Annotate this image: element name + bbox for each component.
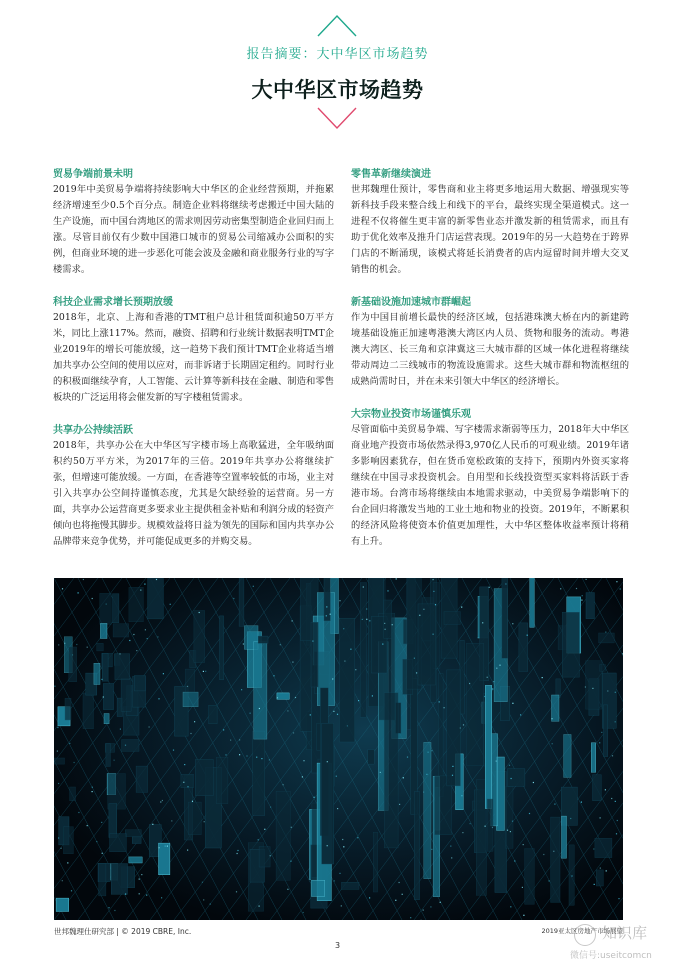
- section-body: 2019年中美贸易争端将持续影响大中华区的企业经营预期，并拖累经济增速至少0.5个百分点。制造企业料将继续考虑搬迁中国大陆的生产设施，而中国台湾地区的需求则因劳动密集型制造企业回归而上涨。尽管目前仅有少数中国港口城市的贸易公司缩减办公面积的实例，但商业环境的进一步恶化可能会波及金融和商业服务行业的写字楼需求。: [53, 184, 334, 275]
- section-heading: 贸易争端前景未明: [53, 169, 133, 180]
- section-heading: 新基础设施加速城市群崛起: [351, 297, 471, 308]
- watermark-logo-icon: [574, 924, 596, 946]
- left-column: [53, 165, 334, 565]
- section-body: 2018年，共享办公在大中华区写字楼市场上高歌猛进，全年吸纳面积约50万平方米，为2017年的三倍。2019年共享办公将继续扩张，但增速可能放缓。一方面，在香港等空置率较低的市场，业主对引入共享办公空间持谨慎态度，尤其是欠缺经验的运营商。另一方面，共享办公运营商更多要求业主提供租金补贴和利润分成的轻资产倾向也将拖慢其脚步。规模效益将日益为领先的国际和国内共享办公品牌带来竞争优势，并可能促成更多的并购交易。: [53, 440, 334, 547]
- section-tech-demand: [53, 293, 334, 406]
- section-heading: 共享办公持续活跃: [53, 425, 133, 436]
- section-body: 作为中国目前增长最快的经济区域，包括港珠澳大桥在内的新建跨境基础设施正加速粤港澳大湾区内人员、货物和服务的流动。粤港澳大湾区、长三角和京津冀这三大城市群的区域一体化进程将继续带动周边二三线城市的物流设施需求。这些大城市群和物流枢纽的成熟尚需时日，并在未来引领大中华区的经济增长。: [351, 312, 629, 387]
- section-heading: 大宗物业投资市场谨慎乐观: [351, 409, 471, 420]
- section-body: 世邦魏理仕预计，零售商和业主将更多地运用大数据、增强现实等新科技手段来整合线上和线下的平台，最终实现全渠道模式。这一进程不仅将催生更丰富的新零售业态并激发新的租赁需求，而且有助于优化效率及推升门店运营表现。2019年的另一大趋势在于跨界门店的不断涌现，该模式将延长消费者的店内逗留时间并增大交叉销售的机会。: [351, 184, 629, 275]
- footer-source: 世邦魏理仕研究部 | © 2019 CBRE, Inc.: [54, 927, 192, 936]
- watermark-text: 知识库: [602, 924, 648, 942]
- section-heading: 零售革新继续演进: [351, 169, 431, 180]
- page-title: 大中华区市场趋势: [251, 78, 424, 102]
- section-body: 尽管面临中美贸易争端、写字楼需求渐弱等压力，2018年大中华区商业地产投资市场依然录得3,970亿人民币的可观业绩。2019年诸多影响因素犹存，但在货币宽松政策的支持下，预期内外资买家将继续在中国寻求投资机会。自用型和长线投资型买家料将活跃于香港市场。台湾市场将继续由本地需求驱动，中美贸易争端影响下的台企回归将激发当地的工业土地和物业的投资。2019年，不断累积的经济风险将使资本价值更加理性，大中华区整体收益率预计将稍有上升。: [351, 424, 629, 547]
- right-column: [351, 165, 629, 565]
- chevron-down-icon: [316, 106, 358, 130]
- section-heading: 科技企业需求增长预期放缓: [53, 297, 173, 308]
- chevron-up-icon: [316, 14, 358, 38]
- section-infrastructure: [351, 293, 629, 390]
- footer-report-name: 2019亚太区房地产市场展望: [541, 927, 623, 935]
- section-coworking: [53, 421, 334, 550]
- city-illustration: [54, 578, 623, 920]
- page-number: 3: [334, 941, 341, 950]
- section-retail-innovation: [351, 165, 629, 278]
- section-trade-dispute: [53, 165, 334, 278]
- watermark-subtext: 微信号:useitcomcn: [570, 951, 652, 961]
- watermark: [560, 920, 670, 970]
- report-subtitle: 报告摘要：大中华区市场趋势: [246, 47, 429, 62]
- section-investment: [351, 405, 629, 550]
- section-body: 2018年，北京、上海和香港的TMT租户总计租赁面积逾50万平方米，同比上涨117%。然而，融资、招聘和行业统计数据表明TMT企业2019年的增长可能放缓，这一趋势下我们预计TMT企业将适当增加共享办公空间的使用以应对，而非诉诸于长期固定租约。同时行业的积极面继续孕育，人工智能、云计算等新科技在金融、制造和零售板块的广泛运用将会催发新的写字楼租赁需求。: [53, 312, 334, 403]
